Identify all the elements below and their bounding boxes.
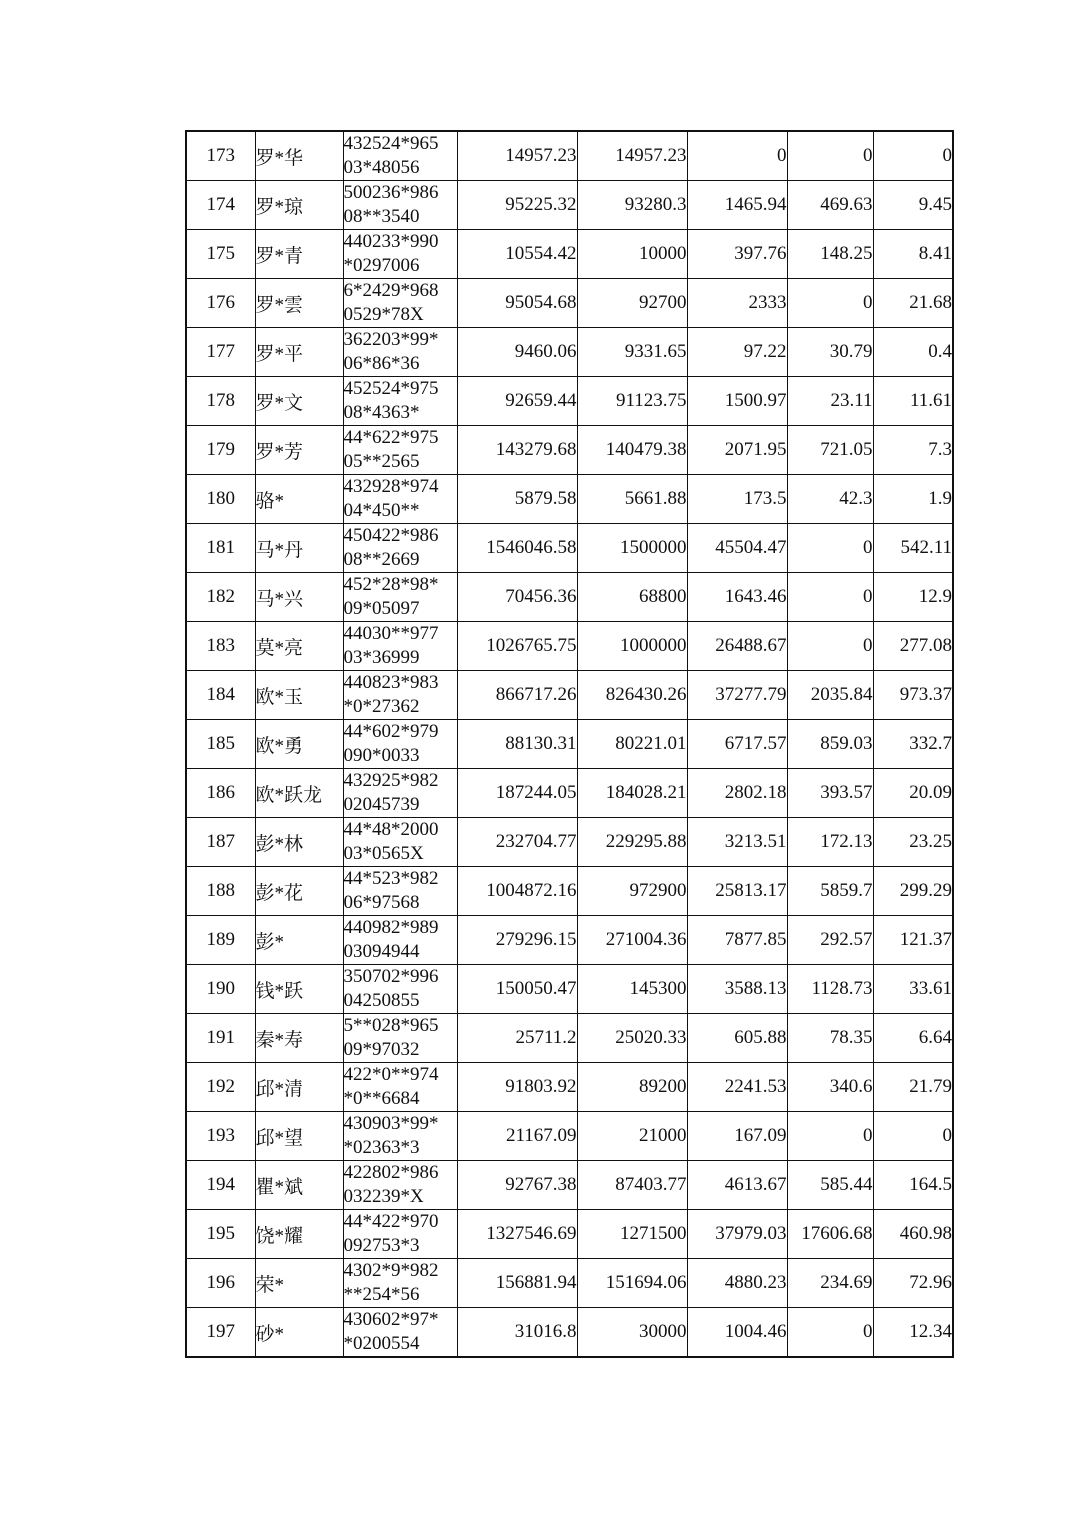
name-cell: 罗*文 (255, 377, 343, 426)
id-number-line: 032239*X (343, 1186, 424, 1207)
id-number-line: 44*622*975 (343, 427, 439, 448)
row-number-cell: 176 (186, 279, 255, 328)
amount-cell: 0 (787, 573, 873, 622)
amount-cell: 25813.17 (687, 867, 787, 916)
amount-cell: 14957.23 (577, 131, 687, 181)
name-cell: 骆* (255, 475, 343, 524)
row-number-cell: 187 (186, 818, 255, 867)
table-row (186, 818, 953, 867)
amount-cell: 150050.47 (457, 965, 577, 1014)
name-cell: 马*丹 (255, 524, 343, 573)
row-number-cell: 190 (186, 965, 255, 1014)
id-number-cell (343, 1308, 457, 1358)
name-cell: 邱*清 (255, 1063, 343, 1112)
id-number-cell (343, 426, 457, 475)
amount-cell: 1026765.75 (457, 622, 577, 671)
id-number-line: 430903*99* (343, 1113, 439, 1134)
amount-cell: 23.11 (787, 377, 873, 426)
amount-cell: 0 (787, 524, 873, 573)
amount-cell: 87403.77 (577, 1161, 687, 1210)
amount-cell: 70456.36 (457, 573, 577, 622)
amount-cell: 332.7 (873, 720, 953, 769)
amount-cell: 1500000 (577, 524, 687, 573)
amount-cell: 140479.38 (577, 426, 687, 475)
name-cell: 罗*琼 (255, 181, 343, 230)
amount-cell: 37979.03 (687, 1210, 787, 1259)
amount-cell: 1128.73 (787, 965, 873, 1014)
id-number-line: 362203*99* (343, 329, 439, 350)
id-number-line: 09*05097 (343, 598, 420, 619)
amount-cell: 151694.06 (577, 1259, 687, 1308)
amount-cell: 17606.68 (787, 1210, 873, 1259)
id-number-line: 44*48*2000 (343, 819, 439, 840)
id-number-cell (343, 671, 457, 720)
id-number-cell (343, 867, 457, 916)
id-number-line: *0**6684 (343, 1088, 420, 1109)
amount-cell: 292.57 (787, 916, 873, 965)
table-row (186, 1063, 953, 1112)
table-row (186, 1210, 953, 1259)
row-number-cell: 197 (186, 1308, 255, 1358)
row-number-cell: 192 (186, 1063, 255, 1112)
name-cell: 罗*青 (255, 230, 343, 279)
amount-cell: 11.61 (873, 377, 953, 426)
amount-cell: 95054.68 (457, 279, 577, 328)
id-number-line: 04250855 (343, 990, 420, 1011)
id-number-line: 02045739 (343, 794, 420, 815)
id-number-line: *02363*3 (343, 1137, 420, 1158)
table-row (186, 769, 953, 818)
amount-cell: 156881.94 (457, 1259, 577, 1308)
id-number-cell (343, 965, 457, 1014)
name-cell: 钱*跃 (255, 965, 343, 1014)
amount-cell: 397.76 (687, 230, 787, 279)
amount-cell: 9331.65 (577, 328, 687, 377)
amount-cell: 234.69 (787, 1259, 873, 1308)
name-cell: 砂* (255, 1308, 343, 1358)
amount-cell: 172.13 (787, 818, 873, 867)
amount-cell: 92700 (577, 279, 687, 328)
name-cell: 荣* (255, 1259, 343, 1308)
id-number-line: *0*27362 (343, 696, 420, 717)
name-cell: 彭* (255, 916, 343, 965)
amount-cell: 1327546.69 (457, 1210, 577, 1259)
amount-cell: 1000000 (577, 622, 687, 671)
row-number-cell: 196 (186, 1259, 255, 1308)
amount-cell: 97.22 (687, 328, 787, 377)
id-number-cell (343, 1259, 457, 1308)
row-number-cell: 183 (186, 622, 255, 671)
amount-cell: 167.09 (687, 1112, 787, 1161)
table-row (186, 1308, 953, 1358)
amount-cell: 0 (787, 622, 873, 671)
amount-cell: 68800 (577, 573, 687, 622)
amount-cell: 542.11 (873, 524, 953, 573)
id-number-line: *0200554 (343, 1333, 420, 1354)
amount-cell: 721.05 (787, 426, 873, 475)
amount-cell: 10554.42 (457, 230, 577, 279)
amount-cell: 973.37 (873, 671, 953, 720)
row-number-cell: 194 (186, 1161, 255, 1210)
amount-cell: 0 (787, 1308, 873, 1358)
amount-cell: 6717.57 (687, 720, 787, 769)
amount-cell: 1271500 (577, 1210, 687, 1259)
name-cell: 秦*寿 (255, 1014, 343, 1063)
row-number-cell: 175 (186, 230, 255, 279)
amount-cell: 2071.95 (687, 426, 787, 475)
amount-cell: 89200 (577, 1063, 687, 1112)
id-number-line: 092753*3 (343, 1235, 420, 1256)
name-cell: 罗*芳 (255, 426, 343, 475)
id-number-line: 06*97568 (343, 892, 420, 913)
amount-cell: 5859.7 (787, 867, 873, 916)
amount-cell: 866717.26 (457, 671, 577, 720)
table-row (186, 1112, 953, 1161)
row-number-cell: 173 (186, 131, 255, 181)
amount-cell: 10000 (577, 230, 687, 279)
amount-cell: 1465.94 (687, 181, 787, 230)
amount-cell: 143279.68 (457, 426, 577, 475)
amount-cell: 7.3 (873, 426, 953, 475)
id-number-line: 06*86*36 (343, 353, 420, 374)
amount-cell: 1.9 (873, 475, 953, 524)
amount-cell: 3588.13 (687, 965, 787, 1014)
id-number-cell (343, 230, 457, 279)
row-number-cell: 189 (186, 916, 255, 965)
id-number-line: 03094944 (343, 941, 420, 962)
id-number-line: 432928*974 (343, 476, 439, 497)
amount-cell: 72.96 (873, 1259, 953, 1308)
amount-cell: 91803.92 (457, 1063, 577, 1112)
id-number-line: 422*0**974 (343, 1064, 439, 1085)
amount-cell: 826430.26 (577, 671, 687, 720)
id-number-line: 08**3540 (343, 206, 420, 227)
amount-cell: 14957.23 (457, 131, 577, 181)
id-number-line: 430602*97* (343, 1309, 439, 1330)
id-number-line: 500236*986 (343, 182, 439, 203)
id-number-line: 422802*986 (343, 1162, 439, 1183)
id-number-line: 440233*990 (343, 231, 439, 252)
id-number-line: 452524*975 (343, 378, 439, 399)
amount-cell: 78.35 (787, 1014, 873, 1063)
amount-cell: 4613.67 (687, 1161, 787, 1210)
id-number-line: 090*0033 (343, 745, 420, 766)
amount-cell: 972900 (577, 867, 687, 916)
id-number-cell (343, 377, 457, 426)
table-row (186, 328, 953, 377)
amount-cell: 0 (873, 1112, 953, 1161)
amount-cell: 91123.75 (577, 377, 687, 426)
amount-cell: 9460.06 (457, 328, 577, 377)
table-row (186, 671, 953, 720)
id-number-cell (343, 1210, 457, 1259)
name-cell: 莫*亮 (255, 622, 343, 671)
id-number-line: 09*97032 (343, 1039, 420, 1060)
id-number-cell (343, 1014, 457, 1063)
amount-cell: 21000 (577, 1112, 687, 1161)
id-number-cell (343, 475, 457, 524)
amount-cell: 45504.47 (687, 524, 787, 573)
amount-cell: 184028.21 (577, 769, 687, 818)
amount-cell: 1546046.58 (457, 524, 577, 573)
amount-cell: 25711.2 (457, 1014, 577, 1063)
amount-cell: 279296.15 (457, 916, 577, 965)
id-number-line: 04*450** (343, 500, 420, 521)
amount-cell: 92659.44 (457, 377, 577, 426)
amount-cell: 5661.88 (577, 475, 687, 524)
row-number-cell: 179 (186, 426, 255, 475)
name-cell: 饶*耀 (255, 1210, 343, 1259)
name-cell: 罗*华 (255, 131, 343, 181)
amount-cell: 3213.51 (687, 818, 787, 867)
amount-cell: 12.34 (873, 1308, 953, 1358)
amount-cell: 393.57 (787, 769, 873, 818)
amount-cell: 1643.46 (687, 573, 787, 622)
table-row (186, 1014, 953, 1063)
id-number-cell (343, 1063, 457, 1112)
id-number-cell (343, 279, 457, 328)
amount-cell: 1500.97 (687, 377, 787, 426)
id-number-line: 03*0565X (343, 843, 424, 864)
name-cell: 罗*平 (255, 328, 343, 377)
amount-cell: 460.98 (873, 1210, 953, 1259)
table-row (186, 131, 953, 181)
row-number-cell: 182 (186, 573, 255, 622)
amount-cell: 859.03 (787, 720, 873, 769)
amount-cell: 93280.3 (577, 181, 687, 230)
id-number-cell (343, 573, 457, 622)
name-cell: 瞿*斌 (255, 1161, 343, 1210)
row-number-cell: 191 (186, 1014, 255, 1063)
id-number-cell (343, 181, 457, 230)
id-number-line: 08*4363* (343, 402, 420, 423)
id-number-line: 450422*986 (343, 525, 439, 546)
id-number-line: 03*48056 (343, 157, 420, 178)
name-cell: 邱*望 (255, 1112, 343, 1161)
id-number-line: 44*602*979 (343, 721, 439, 742)
amount-cell: 30.79 (787, 328, 873, 377)
row-number-cell: 186 (186, 769, 255, 818)
amount-cell: 20.09 (873, 769, 953, 818)
amount-cell: 2802.18 (687, 769, 787, 818)
table-row (186, 573, 953, 622)
id-number-cell (343, 131, 457, 181)
table-row (186, 524, 953, 573)
name-cell: 马*兴 (255, 573, 343, 622)
row-number-cell: 177 (186, 328, 255, 377)
name-cell: 欧*跃龙 (255, 769, 343, 818)
amount-cell: 2333 (687, 279, 787, 328)
amount-cell: 23.25 (873, 818, 953, 867)
amount-cell: 1004.46 (687, 1308, 787, 1358)
name-cell: 彭*花 (255, 867, 343, 916)
row-number-cell: 181 (186, 524, 255, 573)
table-row (186, 1161, 953, 1210)
name-cell: 欧*玉 (255, 671, 343, 720)
id-number-cell (343, 622, 457, 671)
amount-cell: 299.29 (873, 867, 953, 916)
amount-cell: 1004872.16 (457, 867, 577, 916)
amount-cell: 0 (873, 131, 953, 181)
amount-cell: 145300 (577, 965, 687, 1014)
table-row (186, 622, 953, 671)
amount-cell: 8.41 (873, 230, 953, 279)
id-number-line: 432925*982 (343, 770, 439, 791)
row-number-cell: 184 (186, 671, 255, 720)
row-number-cell: 193 (186, 1112, 255, 1161)
id-number-line: 440823*983 (343, 672, 439, 693)
row-number-cell: 180 (186, 475, 255, 524)
amount-cell: 469.63 (787, 181, 873, 230)
id-number-line: 4302*9*982 (343, 1260, 439, 1281)
id-number-line: 05**2565 (343, 451, 420, 472)
amount-cell: 37277.79 (687, 671, 787, 720)
amount-cell: 271004.36 (577, 916, 687, 965)
amount-cell: 33.61 (873, 965, 953, 1014)
table-row (186, 475, 953, 524)
id-number-cell (343, 818, 457, 867)
row-number-cell: 195 (186, 1210, 255, 1259)
id-number-line: 44*422*970 (343, 1211, 439, 1232)
id-number-line: 44030**977 (343, 623, 439, 644)
amount-cell: 95225.32 (457, 181, 577, 230)
table-row (186, 720, 953, 769)
name-cell: 彭*林 (255, 818, 343, 867)
amount-cell: 25020.33 (577, 1014, 687, 1063)
amount-cell: 340.6 (787, 1063, 873, 1112)
amount-cell: 173.5 (687, 475, 787, 524)
id-number-line: **254*56 (343, 1284, 420, 1305)
id-number-cell (343, 524, 457, 573)
table-row (186, 1259, 953, 1308)
amount-cell: 232704.77 (457, 818, 577, 867)
amount-cell: 30000 (577, 1308, 687, 1358)
amount-cell: 148.25 (787, 230, 873, 279)
amount-cell: 7877.85 (687, 916, 787, 965)
table-row (186, 965, 953, 1014)
amount-cell: 0 (687, 131, 787, 181)
amount-cell: 2035.84 (787, 671, 873, 720)
id-number-line: 432524*965 (343, 133, 439, 154)
amount-cell: 21.79 (873, 1063, 953, 1112)
amount-cell: 4880.23 (687, 1259, 787, 1308)
id-number-line: 44*523*982 (343, 868, 439, 889)
amount-cell: 21.68 (873, 279, 953, 328)
amount-cell: 42.3 (787, 475, 873, 524)
name-cell: 欧*勇 (255, 720, 343, 769)
name-cell: 罗*雲 (255, 279, 343, 328)
id-number-cell (343, 769, 457, 818)
amount-cell: 31016.8 (457, 1308, 577, 1358)
table-row (186, 426, 953, 475)
amount-cell: 187244.05 (457, 769, 577, 818)
table-row (186, 181, 953, 230)
id-number-line: 6*2429*968 (343, 280, 439, 301)
amount-cell: 88130.31 (457, 720, 577, 769)
id-number-line: 08**2669 (343, 549, 420, 570)
amount-cell: 5879.58 (457, 475, 577, 524)
table-row (186, 279, 953, 328)
id-number-cell (343, 1112, 457, 1161)
amount-cell: 21167.09 (457, 1112, 577, 1161)
amount-cell: 9.45 (873, 181, 953, 230)
data-table (185, 130, 954, 1358)
amount-cell: 80221.01 (577, 720, 687, 769)
id-number-cell (343, 916, 457, 965)
row-number-cell: 178 (186, 377, 255, 426)
id-number-line: 440982*989 (343, 917, 439, 938)
amount-cell: 277.08 (873, 622, 953, 671)
amount-cell: 12.9 (873, 573, 953, 622)
amount-cell: 0.4 (873, 328, 953, 377)
amount-cell: 229295.88 (577, 818, 687, 867)
amount-cell: 164.5 (873, 1161, 953, 1210)
amount-cell: 6.64 (873, 1014, 953, 1063)
id-number-cell (343, 720, 457, 769)
id-number-line: *0297006 (343, 255, 420, 276)
id-number-line: 0529*78X (343, 304, 424, 325)
table-row (186, 377, 953, 426)
id-number-line: 03*36999 (343, 647, 420, 668)
id-number-cell (343, 1161, 457, 1210)
id-number-line: 5**028*965 (343, 1015, 439, 1036)
amount-cell: 605.88 (687, 1014, 787, 1063)
amount-cell: 585.44 (787, 1161, 873, 1210)
id-number-line: 350702*996 (343, 966, 439, 987)
amount-cell: 0 (787, 1112, 873, 1161)
table-row (186, 916, 953, 965)
table-body (186, 131, 953, 1357)
amount-cell: 0 (787, 279, 873, 328)
amount-cell: 121.37 (873, 916, 953, 965)
id-number-cell (343, 328, 457, 377)
id-number-line: 452*28*98* (343, 574, 439, 595)
amount-cell: 92767.38 (457, 1161, 577, 1210)
amount-cell: 0 (787, 131, 873, 181)
table-row (186, 867, 953, 916)
amount-cell: 2241.53 (687, 1063, 787, 1112)
table-row (186, 230, 953, 279)
row-number-cell: 188 (186, 867, 255, 916)
amount-cell: 26488.67 (687, 622, 787, 671)
row-number-cell: 174 (186, 181, 255, 230)
row-number-cell: 185 (186, 720, 255, 769)
